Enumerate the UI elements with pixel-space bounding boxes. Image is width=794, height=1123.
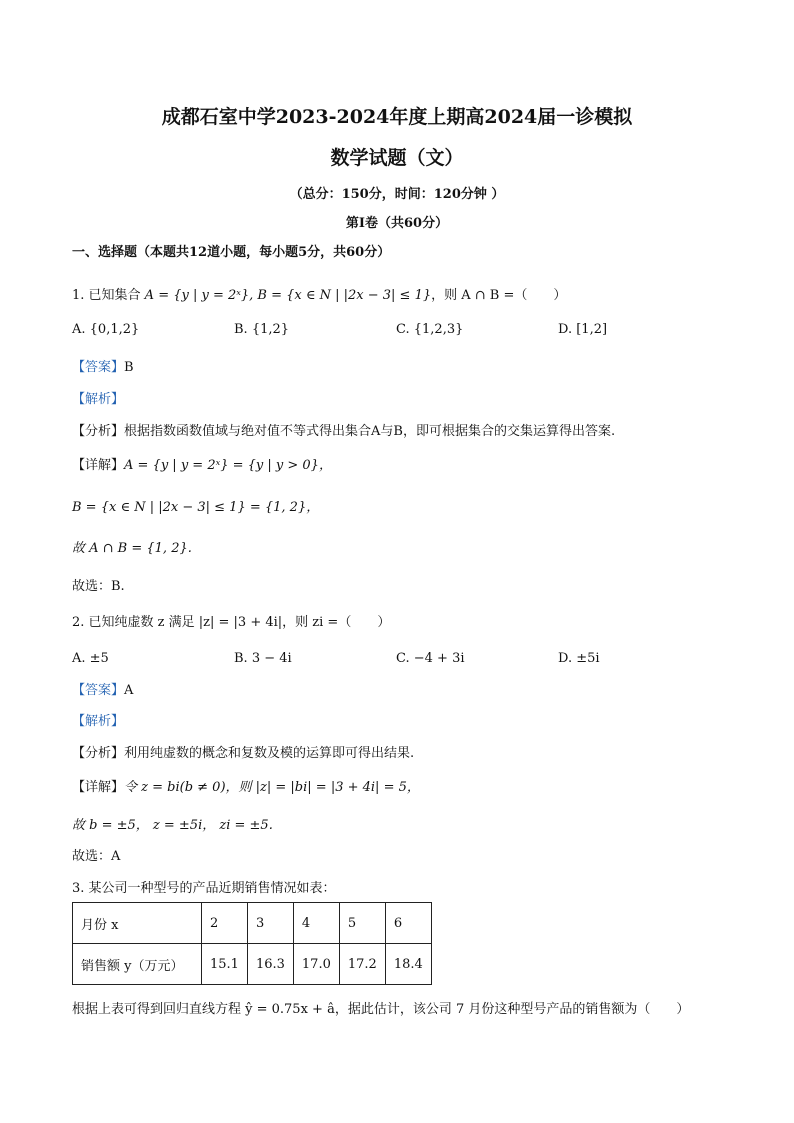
answer-tag: 【答案】: [72, 360, 125, 375]
q2-stem: 2. 已知纯虚数 z 满足 |z| = |3 + 4i|，则 zi =（ ）: [72, 615, 391, 630]
table-cell: 16.3: [247, 944, 293, 985]
row-label-sales: 销售额 y（万元）: [73, 944, 202, 985]
q2-analysis-tag: 【解析】: [72, 714, 125, 729]
q1-detail-3: 故 A ∩ B = {1, 2}.: [72, 541, 192, 556]
q1-option-d: D. [1,2]: [558, 322, 608, 337]
q2-option-a: A. ±5: [72, 651, 109, 666]
q1-option-b: B. {1,2}: [234, 322, 290, 337]
detail-tag: 【详解】: [72, 458, 125, 473]
q3-footer: 根据上表可得到回归直线方程 ŷ = 0.75x + â，据此估计，该公司 7 月份这种型号产品的销售额为（ ）: [72, 1002, 690, 1017]
section-heading: 一、选择题（本题共12道小题，每小题5分，共60分）: [72, 245, 391, 260]
q1-fenxi-text: 根据指数函数值域与绝对值不等式得出集合A与B，即可根据集合的交集运算得出答案.: [124, 424, 616, 439]
table-cell: 6: [385, 903, 431, 944]
q1-analysis-tag: 【解析】: [72, 392, 125, 407]
table-cell: 4: [293, 903, 339, 944]
part-heading: 第Ⅰ卷（共60分）: [345, 216, 449, 231]
table-cell: 17.2: [339, 944, 385, 985]
q1-stem-suffix: ，则 A ∩ B =（ ）: [431, 288, 567, 303]
exam-title: 成都石室中学2023-2024年度上期高2024届一诊模拟: [161, 106, 633, 128]
q2-option-c: C. −4 + 3i: [396, 651, 465, 666]
exam-subtitle: 数学试题（文）: [330, 147, 464, 169]
q2-option-b: B. 3 − 4i: [234, 651, 292, 666]
answer-tag: 【答案】: [72, 683, 125, 698]
table-row: [73, 903, 432, 944]
detail-tag: 【详解】: [72, 780, 125, 795]
fenxi-tag: 【分析】: [72, 746, 125, 761]
q2-detail-1: [72, 779, 420, 797]
table-cell: 15.1: [202, 944, 248, 985]
q2-choose: 故选：A: [72, 849, 121, 864]
table-cell: 2: [202, 903, 248, 944]
q1-answer: [72, 359, 134, 377]
row-label-month: 月份 x: [73, 903, 202, 944]
fenxi-tag: 【分析】: [72, 424, 125, 439]
table-cell: 5: [339, 903, 385, 944]
q3-stem: 3. 某公司一种型号的产品近期销售情况如表：: [72, 881, 336, 896]
q2-answer-value: A: [124, 683, 134, 698]
q2-fenxi: [72, 745, 414, 763]
q2-fenxi-text: 利用纯虚数的概念和复数及模的运算即可得出结果.: [124, 746, 415, 761]
q1-answer-value: B: [124, 360, 134, 375]
score-info: （总分：150分，时间：120分钟 ）: [289, 187, 505, 202]
q2-detail-2: 故 b = ±5， z = ±5i， zi = ±5.: [72, 818, 273, 833]
q1-stem-prefix: 1. 已知集合: [72, 288, 145, 303]
q2-detail-1-math: 令 z = bi(b ≠ 0)，则 |z| = |bi| = |3 + 4i| = 5，: [124, 780, 420, 795]
q2-answer: [72, 682, 133, 700]
sales-table: [72, 902, 432, 985]
table-row: [73, 944, 432, 985]
q1-detail-2: B = {x ∈ N | |2x − 3| ≤ 1} = {1, 2}，: [72, 500, 320, 515]
q1-detail-1-math: A = {y | y = 2ˣ} = {y | y > 0}，: [124, 458, 332, 473]
table-cell: 18.4: [385, 944, 431, 985]
table-cell: 3: [247, 903, 293, 944]
q1-stem: [72, 287, 566, 305]
q1-stem-math: A = {y | y = 2ˣ}, B = {x ∈ N | |2x − 3| ≤ 1}: [144, 288, 432, 303]
q2-option-d: D. ±5i: [558, 651, 600, 666]
q1-option-c: C. {1,2,3}: [396, 322, 464, 337]
q1-option-a: A. {0,1,2}: [72, 322, 140, 337]
table-cell: 17.0: [293, 944, 339, 985]
q1-detail-1: [72, 457, 332, 475]
q1-choose: 故选：B.: [72, 579, 125, 594]
q1-fenxi: [72, 423, 615, 441]
